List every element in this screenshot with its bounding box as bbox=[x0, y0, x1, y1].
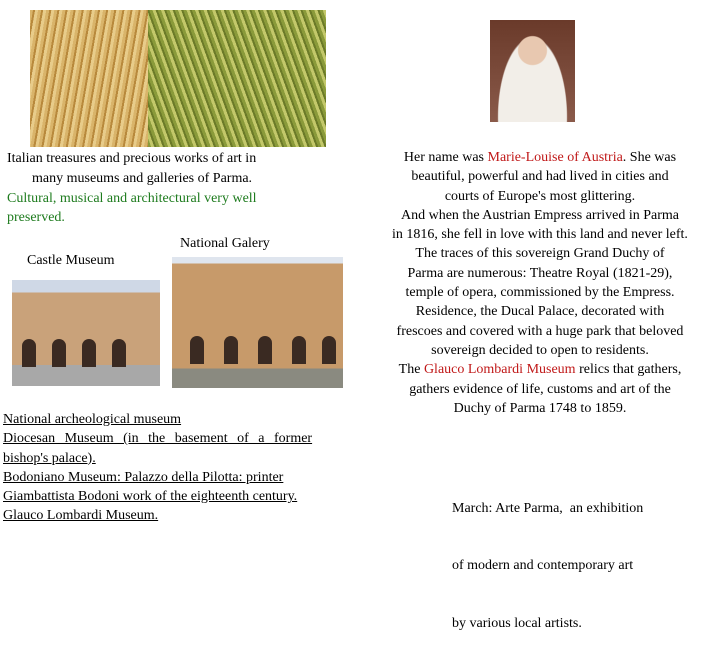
text: . She was bbox=[622, 150, 677, 165]
text-line: courts of Europe's most glittering. bbox=[444, 188, 636, 204]
text: The bbox=[398, 362, 424, 378]
marie-louise-portrait bbox=[490, 20, 575, 122]
intro-line: Italian treasures and precious works of art in bbox=[7, 151, 257, 166]
march-exhibition bbox=[452, 460, 643, 653]
marie-louise-text bbox=[362, 148, 718, 418]
text-line: Parma are numerous: Theatre Royal (1821-29), bbox=[407, 265, 673, 281]
text-line: March: Arte Parma, an exhibition bbox=[452, 500, 644, 516]
text-line: sovereign decided to open to residents. bbox=[431, 342, 649, 358]
national-galery-photo bbox=[172, 257, 343, 388]
text-line: temple of opera, commissioned by the Empress. bbox=[405, 285, 675, 301]
text-line: gathers evidence of life, customs and art of the bbox=[409, 381, 671, 397]
text: relics that gathers, bbox=[575, 362, 682, 378]
museum-link[interactable]: Glauco Lombardi Museum. bbox=[3, 508, 159, 524]
text-line: by various local artists. bbox=[452, 616, 582, 632]
museum-link[interactable]: National archeological museum bbox=[3, 412, 182, 427]
museum-link[interactable]: Bodoniano Museum: Palazzo della Pilotta: printer bbox=[3, 469, 284, 485]
marie-louise-highlight: Marie-Louise of Austria bbox=[487, 150, 623, 165]
intro-line: many museums and galleries of Parma. bbox=[32, 171, 253, 186]
museum-links bbox=[3, 410, 363, 526]
glauco-lombardi-highlight: Glauco Lombardi Museum bbox=[423, 362, 576, 378]
museum-link[interactable]: bishop's palace). bbox=[3, 450, 96, 466]
text-line: of modern and contemporary art bbox=[452, 558, 634, 574]
castle-museum-caption: Castle Museum bbox=[27, 253, 115, 268]
pasta-photo bbox=[30, 10, 326, 147]
castle-museum-photo bbox=[12, 280, 160, 386]
text-line: Residence, the Ducal Palace, decorated with bbox=[415, 304, 665, 320]
text-line: beautiful, powerful and had lived in cities and bbox=[411, 169, 669, 185]
museum-link[interactable]: Giambattista Bodoni work of the eighteenth century. bbox=[3, 489, 298, 505]
green-line: preserved. bbox=[7, 210, 65, 225]
museum-link[interactable]: Diocesan Museum (in the basement of a former bbox=[3, 431, 313, 447]
national-galery-caption: National Galery bbox=[180, 236, 270, 251]
text-line: in 1816, she fell in love with this land and never left. bbox=[392, 227, 688, 243]
text-line: Duchy of Parma 1748 to 1859. bbox=[453, 400, 627, 416]
text-line: The traces of this sovereign Grand Duchy of bbox=[415, 246, 665, 262]
text: Her name was bbox=[403, 150, 488, 165]
text-line: And when the Austrian Empress arrived in Parma bbox=[401, 207, 679, 223]
text-line: frescoes and covered with a huge park that beloved bbox=[396, 323, 684, 339]
green-line: Cultural, musical and architectural very well bbox=[7, 191, 257, 206]
